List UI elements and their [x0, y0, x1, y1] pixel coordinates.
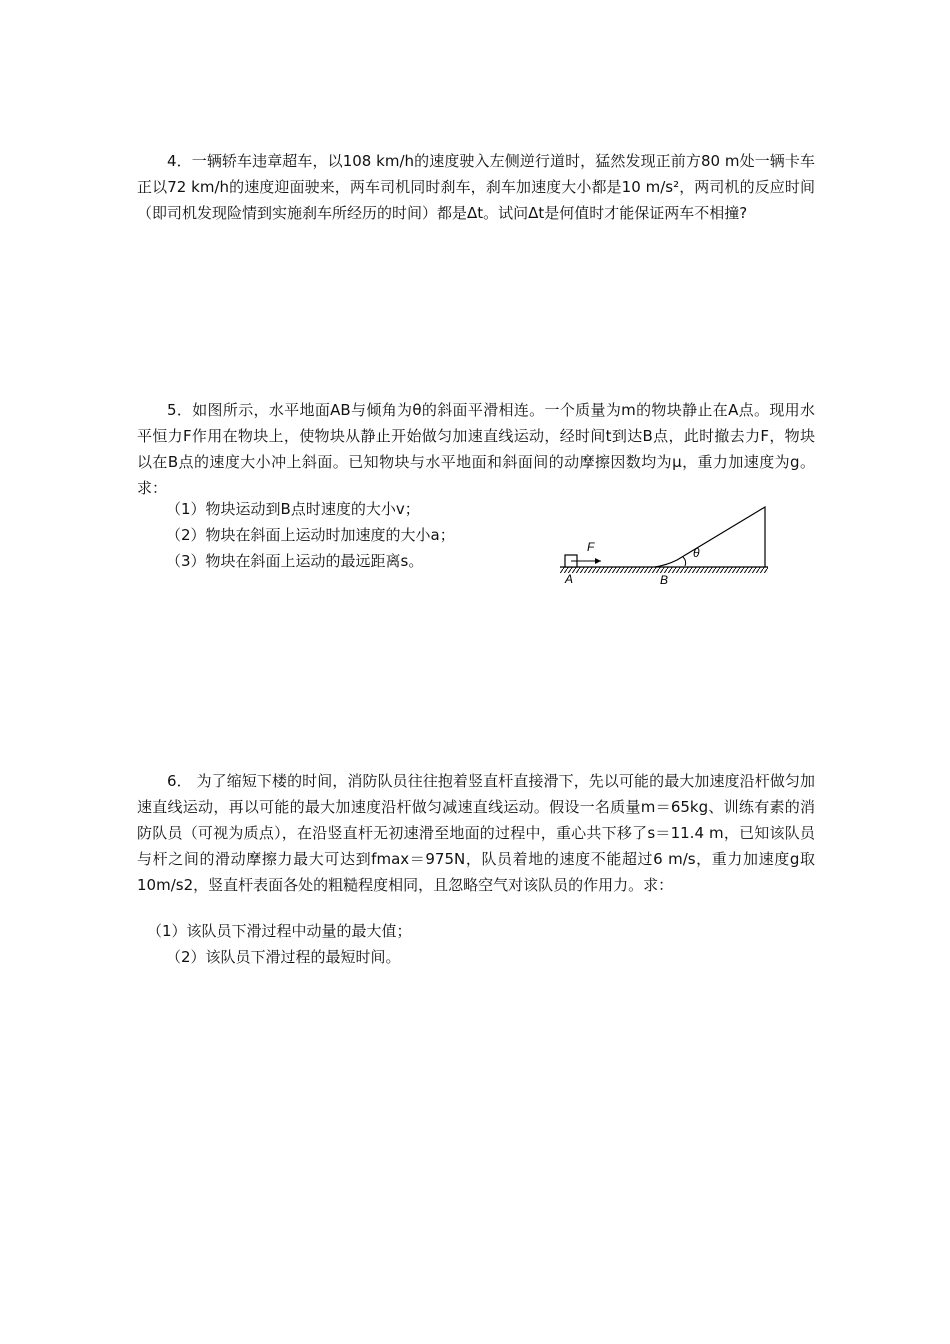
incline-diagram	[555, 503, 775, 593]
point-a-label: A	[565, 572, 574, 586]
question-6-text: 6． 为了缩短下楼的时间，消防队员往往抱着竖直杆直接滑下，先以可能的最大加速度沿杆做匀加速直线运动，再以可能的最大加速度沿杆做匀减速直线运动。假设一名质量m＝65kg、训练有素的消防队员（可视为质点），在沿竖直杆无初速滑至地面的过程中，重心共下移了s＝11.4 m，已知该队员与杆之间的滑动摩擦力最大可达到fmax＝975N，队员着地的速度不能超过6 m/s，重力加速度g取10m/s2，竖直杆表面各处的粗糙程度相同，且忽略空气对该队员的作用力。求：	[137, 772, 815, 894]
question-5	[137, 397, 815, 501]
question-5-sub-2: （2）物块在斜面上运动时加速度的大小a；	[166, 526, 455, 544]
theta-label: θ	[693, 546, 700, 560]
question-4	[137, 148, 815, 226]
question-6-sub-2: （2）该队员下滑过程的最短时间。	[166, 948, 401, 966]
question-5-subquestions	[166, 496, 455, 574]
question-6-sub-1: （1）该队员下滑过程中动量的最大值；	[147, 922, 412, 940]
force-label: F	[587, 540, 595, 554]
incline-diagram-svg	[555, 503, 775, 593]
question-6	[137, 768, 815, 898]
question-5-text: 5．如图所示，水平地面AB与倾角为θ的斜面平滑相连。一个质量为m的物块静止在A点。现用水平恒力F作用在物块上，使物块从静止开始做匀加速直线运动，经时间t到达B点，此时撤去力F，物块以在B点的速度大小冲上斜面。已知物块与水平地面和斜面间的动摩擦因数均为μ，重力加速度为g。求：	[137, 401, 815, 497]
question-5-sub-3: （3）物块在斜面上运动的最远距离s。	[166, 552, 424, 570]
theta-arc	[683, 557, 686, 566]
incline-slope	[655, 507, 765, 567]
force-arrow-head	[595, 558, 601, 564]
question-5-sub-1: （1）物块运动到B点时速度的大小v；	[166, 500, 420, 518]
question-6-subquestions	[147, 918, 412, 970]
point-b-label: B	[660, 573, 669, 587]
question-4-text: 4．一辆轿车违章超车，以108 km/h的速度驶入左侧逆行道时，猛然发现正前方80 m处一辆卡车正以72 km/h的速度迎面驶来，两车司机同时刹车，刹车加速度大小都是10 m/s²，两司机的反应时间（即司机发现险情到实施刹车所经历的时间）都是Δt。试问Δt是何值时才能保证两车不相撞?	[137, 152, 815, 222]
